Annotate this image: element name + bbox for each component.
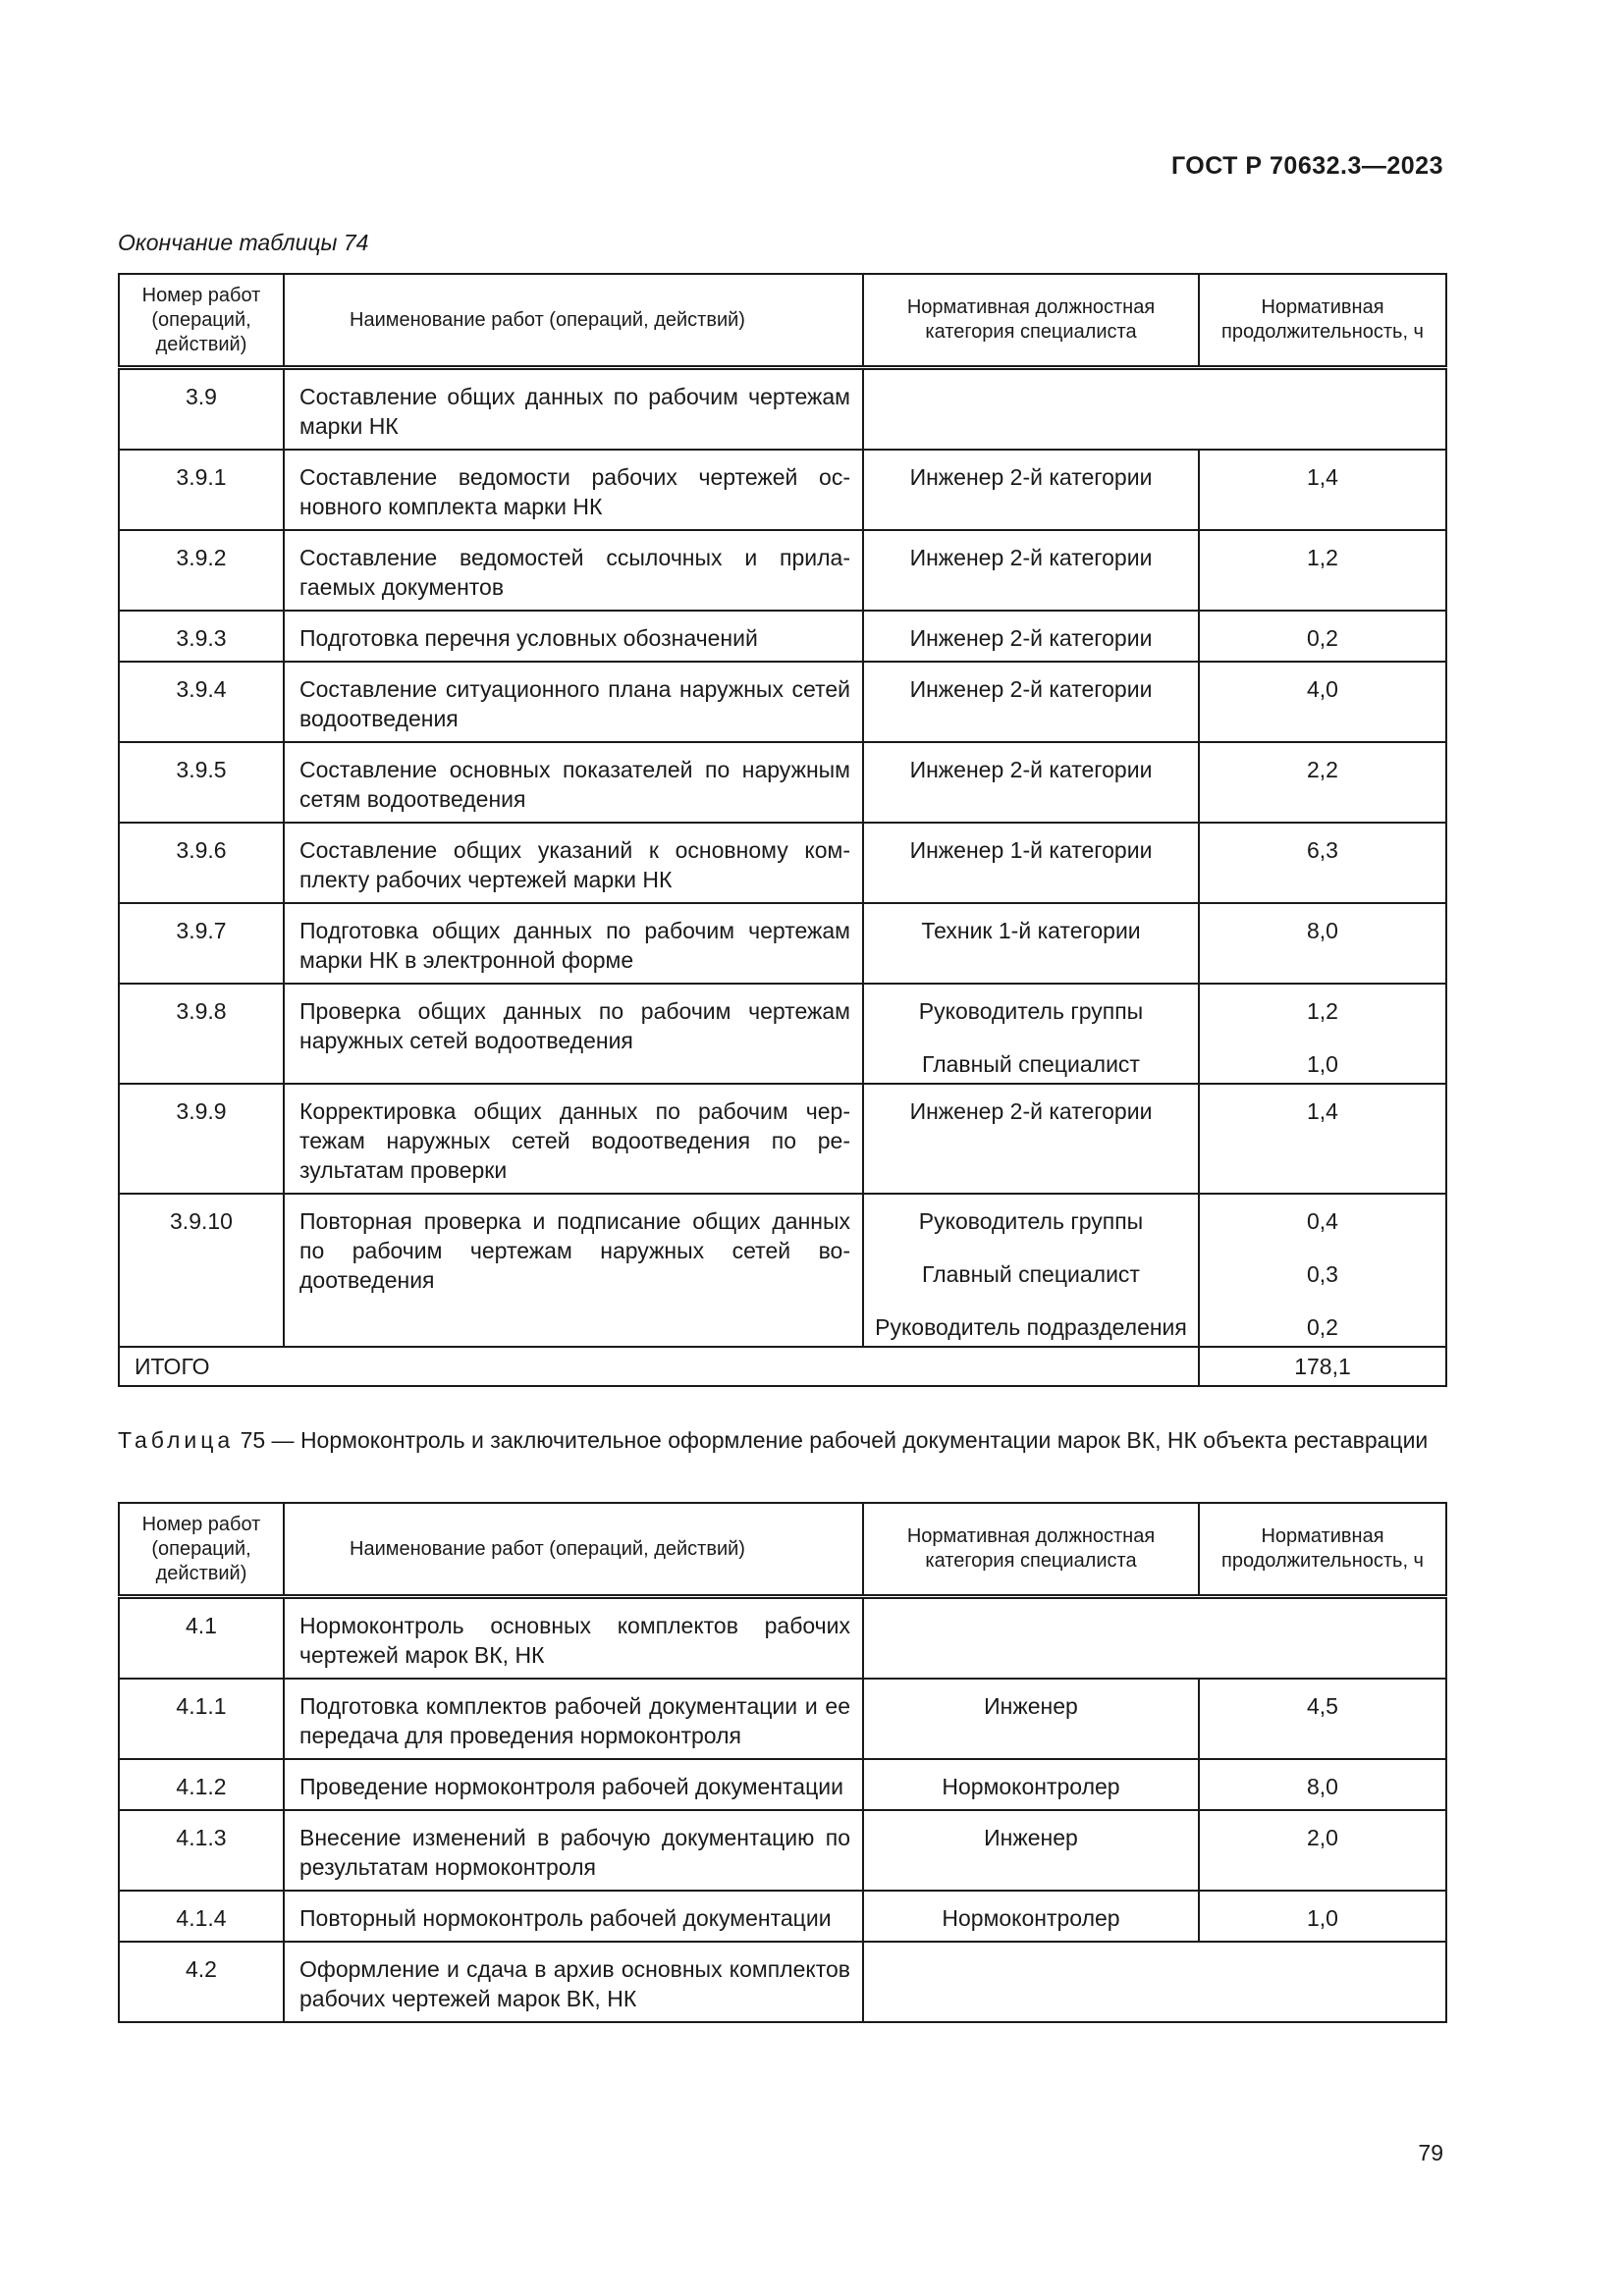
table75-caption-prefix: Таблица [118, 1427, 235, 1453]
row-number: 4.1 [119, 1597, 284, 1680]
specialist-category: Нормоконтролер [942, 1905, 1120, 1931]
specialist-category: Техник 1-й категории [921, 918, 1141, 943]
row-empty-cell [863, 1942, 1446, 2022]
specialist-category: Инженер 2-й категории [909, 464, 1153, 490]
specialist-category: Инженер [984, 1693, 1078, 1719]
table-75 [118, 1502, 1447, 2023]
duration-value: 1,4 [1307, 464, 1338, 490]
duration-value: 0,4 [1307, 1208, 1338, 1234]
row-specialist-category [863, 1759, 1199, 1810]
document-code: ГОСТ Р 70632.3—2023 [1170, 152, 1443, 180]
specialist-category: Руководитель подразделения [875, 1314, 1187, 1340]
row-work-name: Повторный нормоконтроль рабочей документации [284, 1891, 863, 1942]
duration-value: 8,0 [1307, 918, 1338, 943]
row-number: 3.9.3 [119, 611, 284, 662]
specialist-category: Руководитель группы [918, 998, 1144, 1024]
specialist-category: Инженер [984, 1825, 1078, 1850]
row-duration [1199, 662, 1446, 742]
duration-value: 0,2 [1307, 625, 1338, 651]
row-duration [1199, 742, 1446, 823]
table74-caption: Окончание таблицы 74 [118, 230, 369, 255]
row-specialist-category [863, 1084, 1199, 1194]
row-duration [1199, 823, 1446, 903]
row-work-name: Составление ведомостей ссылочных и прилагаемых документов [284, 530, 863, 611]
row-work-name: Корректировка общих данных по рабочим чертежам наружных сетей водоотведения по результатам проверки [284, 1084, 863, 1194]
duration-value: 8,0 [1307, 1774, 1338, 1799]
row-number: 4.1.1 [119, 1679, 284, 1759]
row-specialist-category [863, 611, 1199, 662]
table-row [119, 1891, 1446, 1942]
duration-value: 1,2 [1307, 545, 1338, 570]
table-row [119, 903, 1446, 984]
row-specialist-category [863, 984, 1199, 1084]
specialist-category: Инженер 2-й категории [909, 625, 1153, 651]
row-number: 3.9 [119, 368, 284, 451]
row-number: 3.9.10 [119, 1194, 284, 1347]
table-row [119, 984, 1446, 1084]
specialist-category: Инженер 1-й категории [909, 837, 1153, 863]
row-work-name: Внесение изменений в рабочую документацию по результатам нормоконтроля [284, 1810, 863, 1891]
row-number: 3.9.5 [119, 742, 284, 823]
row-number: 3.9.9 [119, 1084, 284, 1194]
row-work-name: Проверка общих данных по рабочим чертежам наружных сетей водоотведения [284, 984, 863, 1084]
row-number: 3.9.7 [119, 903, 284, 984]
table-row [119, 742, 1446, 823]
specialist-category: Главный специалист [922, 1261, 1140, 1287]
row-work-name: Подготовка перечня условных обозначений [284, 611, 863, 662]
table-row [119, 1084, 1446, 1194]
col-header-name: Наименование работ (операций, действий) [284, 1503, 863, 1597]
duration-value: 1,0 [1307, 1051, 1338, 1077]
specialist-category: Инженер 2-й категории [909, 1098, 1153, 1124]
row-number: 4.2 [119, 1942, 284, 2022]
row-duration [1199, 1810, 1446, 1891]
specialist-category: Руководитель группы [918, 1208, 1144, 1234]
row-duration [1199, 450, 1446, 530]
row-work-name: Составление общих данных по рабочим чертежам марки НК [284, 368, 863, 451]
row-work-name: Проведение нормоконтроля рабочей документации [284, 1759, 863, 1810]
row-duration [1199, 1891, 1446, 1942]
row-number: 4.1.4 [119, 1891, 284, 1942]
duration-value: 0,2 [1307, 1314, 1338, 1340]
table-row [119, 530, 1446, 611]
row-number: 3.9.1 [119, 450, 284, 530]
row-work-name: Составление основных показателей по наружным сетям водоотведения [284, 742, 863, 823]
row-specialist-category [863, 530, 1199, 611]
row-specialist-category [863, 662, 1199, 742]
table-75-body [119, 1597, 1446, 2023]
row-number: 3.9.2 [119, 530, 284, 611]
row-specialist-category [863, 1194, 1199, 1347]
specialist-category: Инженер 2-й категории [909, 545, 1153, 570]
row-work-name: Подготовка комплектов рабочей документации и ее передача для проведения нормоконтроля [284, 1679, 863, 1759]
row-work-name: Составление ведомости рабочих чертежей основного комплекта марки НК [284, 450, 863, 530]
total-row [119, 1347, 1446, 1386]
table-row [119, 368, 1446, 451]
row-duration [1199, 1679, 1446, 1759]
table-row [119, 662, 1446, 742]
row-duration [1199, 530, 1446, 611]
duration-value: 0,3 [1307, 1261, 1338, 1287]
table-header-row [119, 274, 1446, 368]
row-work-name: Подготовка общих данных по рабочим чертежам марки НК в электронной форме [284, 903, 863, 984]
row-number: 4.1.2 [119, 1759, 284, 1810]
table-row [119, 1810, 1446, 1891]
row-specialist-category [863, 1891, 1199, 1942]
col-header-duration: Нормативная продолжительность, ч [1199, 1503, 1446, 1597]
row-duration [1199, 1759, 1446, 1810]
row-empty-cell [863, 1597, 1446, 1680]
table-row [119, 1942, 1446, 2022]
table-row [119, 1194, 1446, 1347]
duration-value: 6,3 [1307, 837, 1338, 863]
duration-value: 1,2 [1307, 998, 1338, 1024]
row-number: 3.9.6 [119, 823, 284, 903]
row-empty-cell [863, 368, 1446, 451]
row-duration [1199, 1194, 1446, 1347]
duration-value: 4,5 [1307, 1693, 1338, 1719]
specialist-category: Нормоконтролер [942, 1774, 1120, 1799]
row-duration [1199, 903, 1446, 984]
row-number: 4.1.3 [119, 1810, 284, 1891]
col-header-name: Наименование работ (операций, действий) [284, 274, 863, 368]
row-specialist-category [863, 903, 1199, 984]
row-work-name: Составление ситуационного плана наружных сетей водоотведения [284, 662, 863, 742]
total-value: 178,1 [1199, 1347, 1446, 1386]
row-number: 3.9.4 [119, 662, 284, 742]
table-row [119, 450, 1446, 530]
table-row [119, 1759, 1446, 1810]
table75-caption [118, 1425, 1443, 1456]
col-header-role: Нормативная должностная категория специалиста [863, 1503, 1199, 1597]
duration-value: 4,0 [1307, 676, 1338, 702]
row-duration [1199, 1084, 1446, 1194]
page-number: 79 [1418, 2140, 1443, 2165]
table-header-row [119, 1503, 1446, 1597]
specialist-category: Инженер 2-й категории [909, 676, 1153, 702]
col-header-role: Нормативная должностная категория специалиста [863, 274, 1199, 368]
total-label: ИТОГО [119, 1347, 1199, 1386]
specialist-category: Главный специалист [922, 1051, 1140, 1077]
row-specialist-category [863, 450, 1199, 530]
row-duration [1199, 611, 1446, 662]
col-header-duration: Нормативная продолжительность, ч [1199, 274, 1446, 368]
col-header-num: Номер работ (операций, действий) [119, 1503, 284, 1597]
row-work-name: Повторная проверка и подписание общих данных по рабочим чертежам наружных сетей водоотведения [284, 1194, 863, 1347]
table-row [119, 611, 1446, 662]
duration-value: 2,0 [1307, 1825, 1338, 1850]
table-74 [118, 273, 1447, 1387]
duration-value: 2,2 [1307, 757, 1338, 782]
col-header-num: Номер работ (операций, действий) [119, 274, 284, 368]
table-row [119, 823, 1446, 903]
row-work-name: Составление общих указаний к основному комплекту рабочих чертежей марки НК [284, 823, 863, 903]
row-number: 3.9.8 [119, 984, 284, 1084]
table-row [119, 1679, 1446, 1759]
row-work-name: Нормоконтроль основных комплектов рабочих чертежей марок ВК, НК [284, 1597, 863, 1680]
row-duration [1199, 984, 1446, 1084]
row-specialist-category [863, 1810, 1199, 1891]
specialist-category: Инженер 2-й категории [909, 757, 1153, 782]
row-specialist-category [863, 1679, 1199, 1759]
duration-value: 1,4 [1307, 1098, 1338, 1124]
row-work-name: Оформление и сдача в архив основных комплектов рабочих чертежей марок ВК, НК [284, 1942, 863, 2022]
table75-caption-text: 75 — Нормоконтроль и заключительное оформление рабочей документации марок ВК, НК объекта реставрации [234, 1427, 1429, 1453]
table-74-body [119, 368, 1446, 1387]
row-specialist-category [863, 742, 1199, 823]
row-specialist-category [863, 823, 1199, 903]
duration-value: 1,0 [1307, 1905, 1338, 1931]
table-row [119, 1597, 1446, 1680]
